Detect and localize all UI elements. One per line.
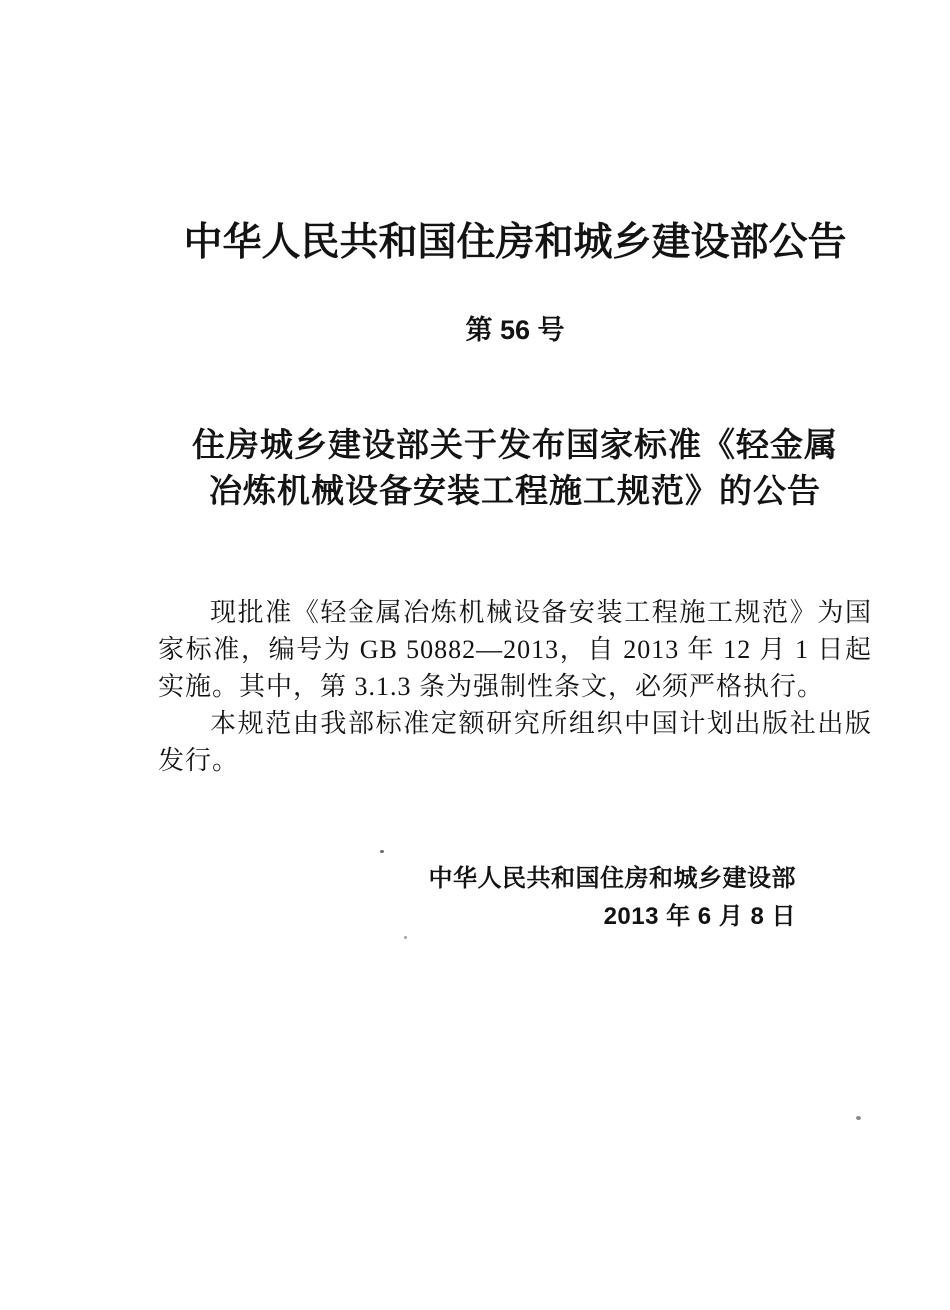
scan-speck (856, 1116, 861, 1120)
issue-date: 2013 年 6 月 8 日 (603, 903, 796, 930)
announcement-title: 中华人民共和国住房和城乡建设部公告 (183, 221, 847, 264)
paragraph-publisher: 本规范由我部标准定额研究所组织中国计划出版社出版发行。 (158, 709, 872, 775)
subtitle-line-1: 住房城乡建设部关于发布国家标准《轻金属 (192, 428, 838, 464)
signature-block (158, 860, 872, 936)
subtitle-line-2: 冶炼机械设备安装工程施工规范》的公告 (209, 474, 821, 510)
announcement-number: 第 56 号 (465, 315, 565, 345)
announcement-subtitle (158, 423, 872, 515)
scan-speck (380, 850, 384, 853)
paragraph-approval: 现批准《轻金属冶炼机械设备安装工程施工规范》为国家标准，编号为 GB 50882—2013，自 2013 年 12 月 1 日起实施。其中，第 3.1.3 条为强制性条文，必须严格执行。 (158, 598, 872, 701)
scan-speck (404, 936, 407, 939)
issuing-authority: 中华人民共和国住房和城乡建设部 (428, 865, 796, 892)
announcement-body (158, 594, 872, 779)
